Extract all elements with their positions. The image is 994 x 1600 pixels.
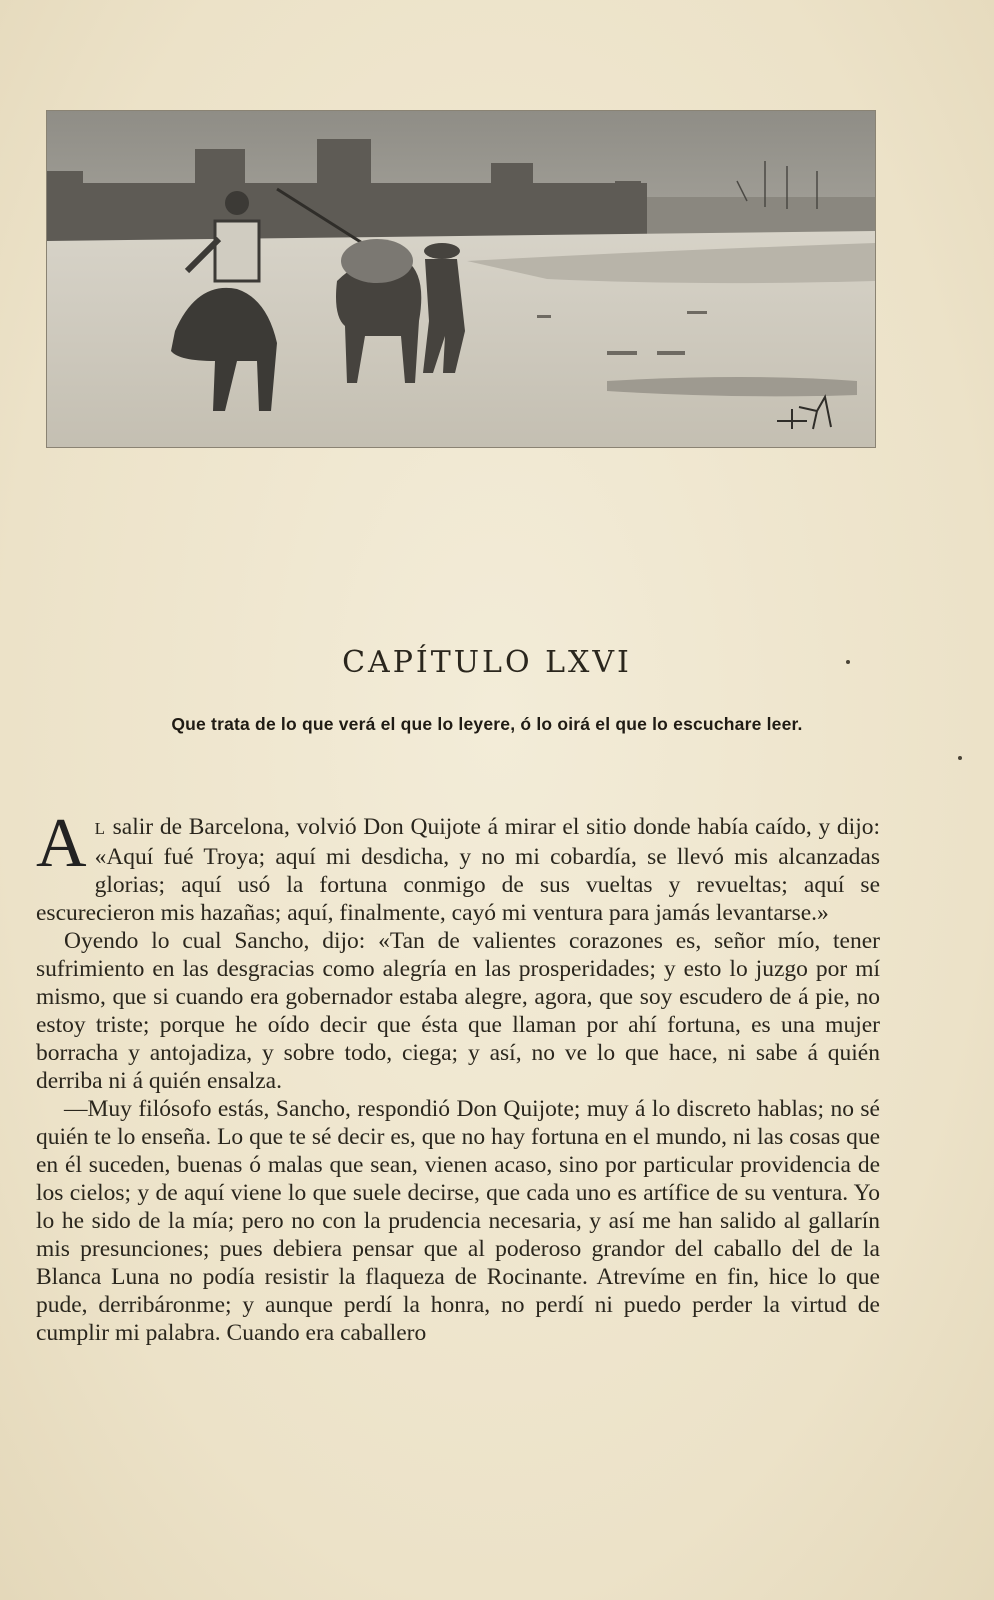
paragraph-3: —Muy filósofo estás, Sancho, respondió Don Quijote; muy á lo discreto hablas; no sé quién te lo enseña. Lo que te sé decir es, que no hay fortuna en el mundo, ni las cosas que en él suceden, buenas ó malas que sean, vienen acaso, sino por particular providencia de los cielos; y de aquí viene lo que suele decirse, que cada uno es artífice de su ventura. Yo lo he sido de la mía; pero no con la prudencia necesaria, y así me han salido al gallarín mis presunciones; pues debiera pensar que al poderoso grandor del caballo del de la Blanca Luna no podía resistir la flaqueza de Rocinante. Atrevíme en fin, hice lo que pude, derribáronme; y aunque perdí la honra, no perdí ni puedo perder la virtud de cumplir mi palabra. Cuando era caballero bbox=[36, 1096, 880, 1346]
paragraph-1-text: salir de Barcelona, volvió Don Quijote á mirar el sitio donde había caído, y dijo: «Aquí fué Troya; aquí mi desdicha, y no mi cobardía, se llevó mis alcanzadas glorias; aquí usó la fortuna conmigo de sus vueltas y revueltas; aquí se escurecieron mis hazañas; aquí, finalmente, cayó mi ventura para jamás levantarse.» bbox=[36, 814, 880, 926]
chapter-subtitle: Que trata de lo que verá el que lo leyere, ó lo oirá el que lo escuchare leer. bbox=[171, 714, 803, 734]
chapter-title: CAPÍTULO LXVI bbox=[342, 645, 632, 680]
engraving-drawing bbox=[47, 111, 875, 447]
chapter-body bbox=[36, 805, 880, 1347]
ink-speck bbox=[958, 756, 962, 760]
first-word-rest: L bbox=[94, 819, 106, 838]
drop-cap: A bbox=[36, 805, 87, 882]
paragraph-1 bbox=[36, 805, 880, 927]
ink-speck bbox=[846, 660, 850, 664]
paragraph-2: Oyendo lo cual Sancho, dijo: «Tan de valientes corazones es, señor mío, tener sufrimiento en las desgracias como alegría en las prosperidades; y esto lo juzgo por mí mismo, que si cuando era gobernador estaba alegre, agora, que soy escudero de á pie, no estoy triste; porque he oído decir que ésta que llaman por ahí fortuna, es una mujer borracha y antojadiza, y sobre todo, ciega; y así, no ve lo que hace, ni sabe á quién derriba ni á quién ensalza. bbox=[36, 928, 880, 1094]
engraving-illustration bbox=[46, 110, 876, 448]
